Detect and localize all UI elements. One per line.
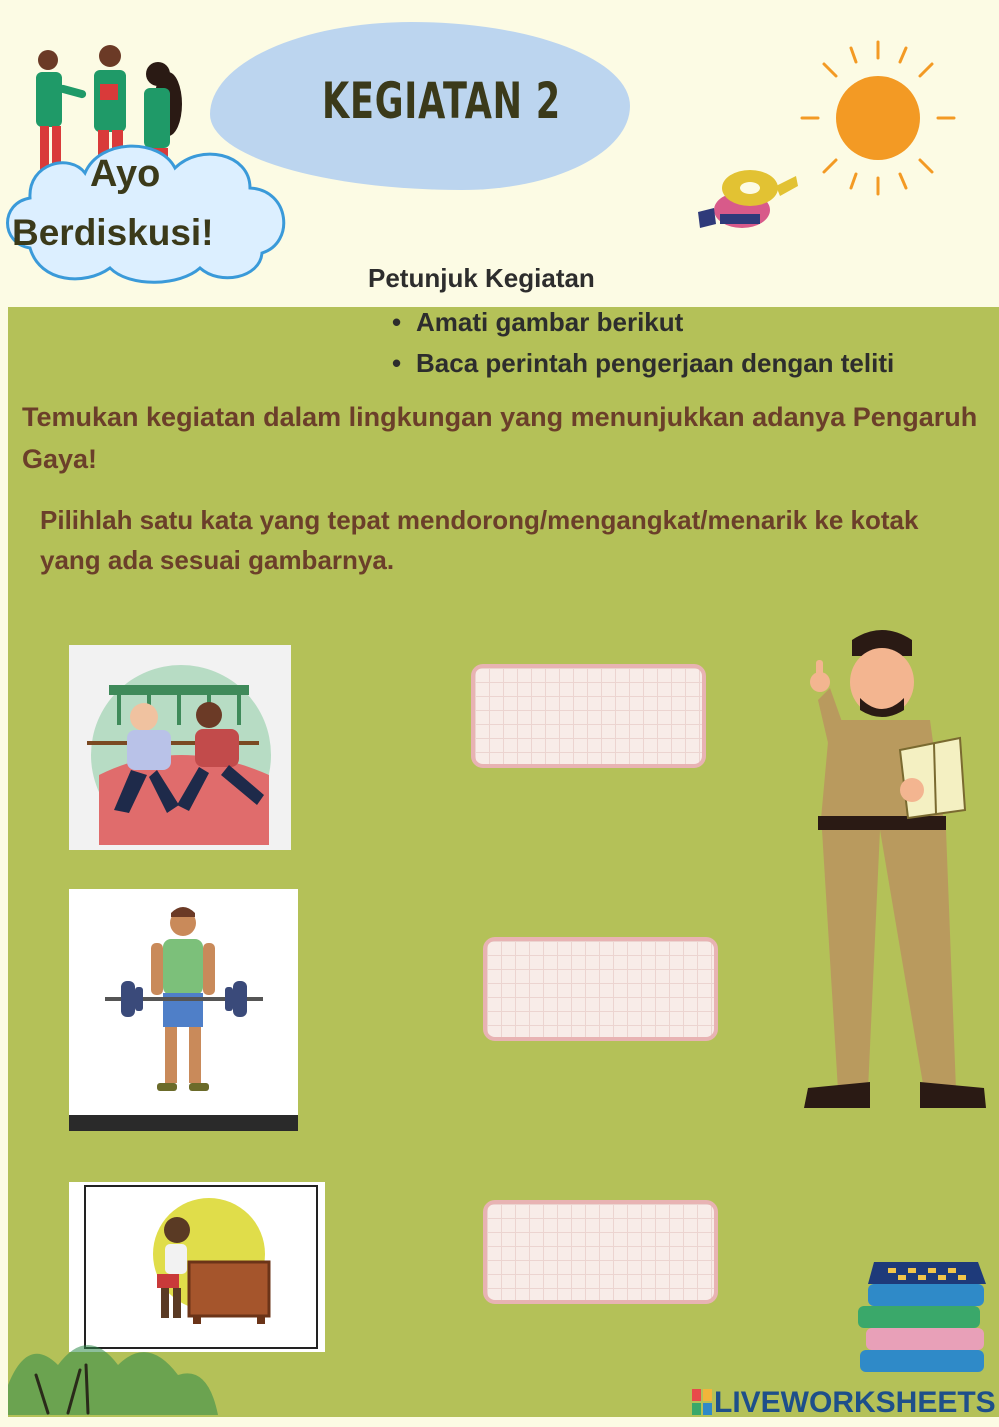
liveworksheets-label: LIVEWORKSHEETS (714, 1386, 996, 1419)
sun-icon (796, 38, 956, 198)
instruction-bullet: • Amati gambar berikut (392, 307, 684, 337)
bullet-text: Baca perintah pengerjaan dengan teliti (416, 348, 895, 378)
tug-of-war-picture (69, 645, 291, 850)
grass-decoration (8, 1325, 218, 1415)
answer-box-1[interactable] (471, 664, 706, 768)
weightlifter-picture (69, 889, 298, 1131)
instructions-heading: Petunjuk Kegiatan (368, 263, 595, 293)
prompt-text: Pilihlah satu kata yang tepat mendorong/mengangkat/menarik ke kotak yang ada sesuai gambarnya. (40, 505, 919, 575)
answer-box-3[interactable] (483, 1200, 718, 1304)
liveworksheets-logo-icon (692, 1389, 712, 1415)
teacher-illustration (760, 620, 990, 1115)
task-text: Temukan kegiatan dalam lingkungan yang menunjukkan adanya Pengaruh Gaya! (22, 402, 978, 474)
instruction-bullet: • Baca perintah pengerjaan dengan teliti (392, 348, 895, 378)
activity-title: KEGIATAN 2 (322, 72, 561, 130)
cloud-text-berdiskusi: Berdiskusi! (12, 212, 214, 253)
answer-box-2[interactable] (483, 937, 718, 1041)
liveworksheets-brand (692, 1386, 996, 1420)
bullet-text: Amati gambar berikut (416, 307, 684, 337)
cloud-bubble (0, 118, 300, 288)
tape-measure-icon (690, 162, 800, 242)
cloud-text-ayo: Ayo (90, 153, 161, 195)
book-stack-icon (854, 1258, 990, 1382)
